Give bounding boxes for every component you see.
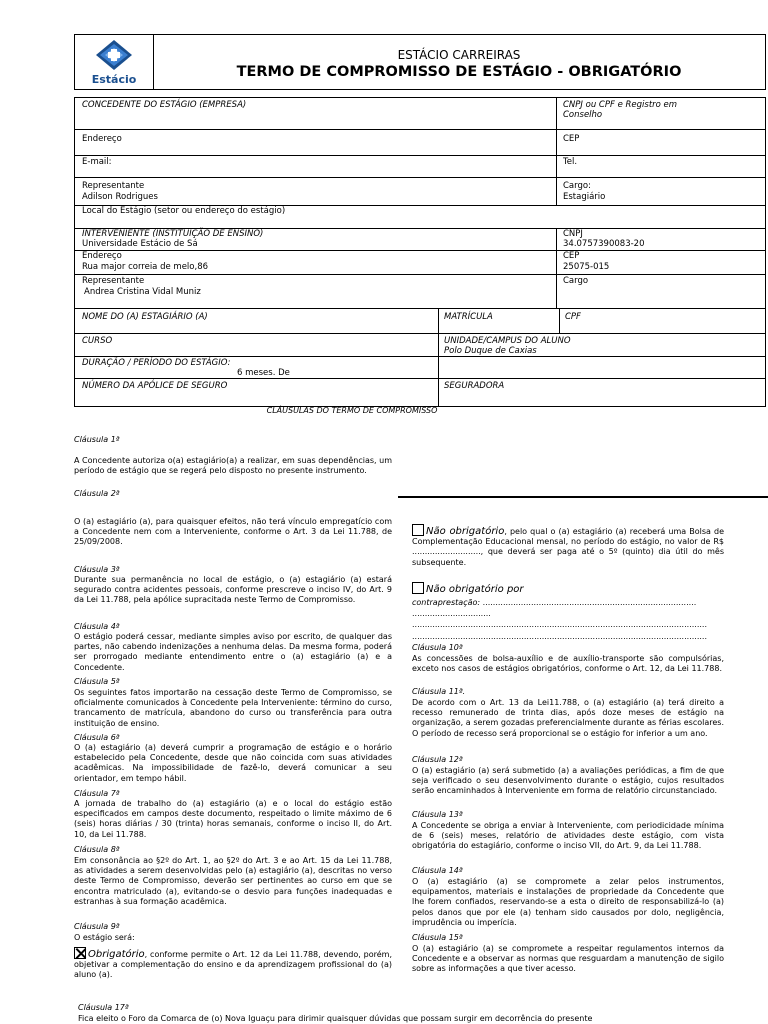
contraprestacao-dots-1: .................................................................................... <box>482 598 697 607</box>
header-subtitle: ESTÁCIO CARREIRAS <box>397 48 521 62</box>
clausula-4-text: O estágio poderá cessar, mediante simples aviso por escrito, de qualquer das partes, não cabendo indenizações a nenhuma delas. Da mesma forma, poderá ser prorrogado mediante entendimento entre o (a) estagiário (a) e a Concedente. <box>74 632 392 672</box>
clausula-17-text: Fica eleito o Foro da Comarca de (o) Nova Iguaçu para dirimir quaisquer dúvidas que possam surgir em decorrência do presente <box>78 1014 593 1023</box>
clausula-15-title: Cláusula 15ª <box>412 933 463 942</box>
email-label: E-mail: <box>82 157 112 167</box>
nao-obrigatorio-checkbox[interactable] <box>412 524 424 536</box>
interveniente-value: Universidade Estácio de Sá <box>82 239 198 249</box>
curso-label: CURSO <box>82 336 113 346</box>
tel-label: Tel. <box>563 157 578 167</box>
clausula-10-title: Cláusula 10ª <box>412 643 463 652</box>
clausula-11-text: De acordo com o Art. 13 da Lei11.788, o (a) estagiário (a) terá direito a recesso remunerado de trinta dias, após doze meses de estágio na organização, a serem gozadas preferencialmente durante as férias escolares. O período de recesso será proporcional se o estágio for inferior a um ano. <box>412 698 724 738</box>
clausula-12-text: O (a) estagiário (a) será submetido (a) a avaliações periódicas, a fim de que seja verificado o seu desenvolvimento durante o estágio, cujos resultados serão encaminhados à Interveniente em forma de relatório circunstanciado. <box>412 766 724 796</box>
representante2-label: Representante <box>82 276 145 286</box>
cnpj-label: CNPJ <box>563 229 583 239</box>
clausula-14-title: Cláusula 14ª <box>412 866 463 875</box>
endereco2-label: Endereço <box>82 251 122 261</box>
cnpj-cpf-label-2: Conselho <box>563 110 603 120</box>
nao-obrigatorio-option <box>412 524 724 568</box>
nao-obrigatorio-label: Não obrigatório <box>426 526 505 537</box>
duracao-value: 6 meses. De <box>237 368 290 378</box>
clausula-5-title: Cláusula 5ª <box>74 677 120 686</box>
clausula-13-text: A Concedente se obriga a enviar à Interveniente, com periodicidade mínima de 6 (seis) meses, relatório de atividades deste estágio, com vista obrigatória do estagiário, conforme o inciso VII, do Art. 9, da Lei 11.788. <box>412 821 724 851</box>
clausula-11-title: Cláusula 11ª. <box>412 687 466 696</box>
cnpj-cpf-label: CNPJ ou CPF e Registro em <box>563 100 678 110</box>
clausula-15-text: O (a) estagiário (a) se compromete a respeitar regulamentos internos da Concedente e a observar as normas que resguardam a manutenção de sigilo sobre as informações a que tiver acesso. <box>412 944 724 974</box>
cep2-value: 25075-015 <box>563 262 610 272</box>
contraprestacao-dots-4: .................................................................................................................... <box>412 632 707 641</box>
clausula-17-title: Cláusula 17ª <box>78 1003 129 1012</box>
column-divider <box>398 496 768 498</box>
apolice-label: NÚMERO DA APÓLICE DE SEGURO <box>82 381 228 391</box>
cep-label: CEP <box>563 134 580 144</box>
clausula-8-title: Cláusula 8ª <box>74 845 120 854</box>
clausulas-title: CLÁUSULAS DO TERMO DE COMPROMISSO <box>266 406 438 415</box>
cep2-label: CEP <box>563 251 580 261</box>
obrigatorio-text: , conforme permite o Art. 12 da Lei 11.788, devendo, porém, objetivar a complementação do ensino e da aprendizagem profissional do (a) aluno (a). <box>74 950 392 980</box>
clausula-9-text: O estágio será: <box>74 933 135 942</box>
contraprestacao-prefix: contraprestação: <box>412 598 481 607</box>
seguradora-label: SEGURADORA <box>444 381 505 391</box>
contraprestacao-line-1 <box>412 598 724 608</box>
clausula-3-text: Durante sua permanência no local de estágio, o (a) estagiário (a) estará segurado contra acidentes pessoais, conforme prescreve o inciso IV, do Art. 9 da Lei 11.788, pela apólice supracitada neste Termo de Compromisso. <box>74 575 392 605</box>
clausula-3-title: Cláusula 3ª <box>74 565 120 574</box>
representante-label: Representante <box>82 181 145 191</box>
clausula-14-text: O (a) estagiário (a) se compromete a zelar pelos instrumentos, equipamentos, materiais e instalações de propriedade da Concedente que lhe forem confiados, reservando-se a esta o direito de responsabilizá-lo (a) pelos danos que por ele (a) tenham sido causados por dolo, negligência, imprudência ou imperícia. <box>412 877 724 927</box>
estacio-logo-icon <box>94 39 134 73</box>
clausula-4-title: Cláusula 4ª <box>74 622 120 631</box>
cpf-label: CPF <box>565 312 581 322</box>
clausula-6-text: O (a) estagiário (a) deverá cumprir a programação de estágio e o horário estabelecido pela Concedente, desde que não coincida com suas atividades acadêmicas. Na impossibilidade de fazê-lo, deverá comunicar a seu orientador, em tempo hábil. <box>74 743 392 783</box>
obrigatorio-label: Obrigatório <box>88 949 145 960</box>
document-header <box>74 34 766 90</box>
local-estagio-label: Local do Estágio (setor ou endereço do estágio) <box>82 206 286 216</box>
representante-value: Adilson Rodrigues <box>82 192 158 202</box>
clausula-13-title: Cláusula 13ª <box>412 810 463 819</box>
contraprestacao-checkbox[interactable] <box>412 582 424 594</box>
contraprestacao-dots-3: .................................................................................................................... <box>412 620 707 629</box>
page-title: TERMO DE COMPROMISSO DE ESTÁGIO - OBRIGATÓRIO <box>236 64 682 80</box>
unidade-label: UNIDADE/CAMPUS DO ALUNO <box>444 336 571 346</box>
logo-text: Estácio <box>91 73 137 86</box>
clausula-9-title: Cláusula 9ª <box>74 922 120 931</box>
clausula-1-title: Cláusula 1ª <box>74 435 120 444</box>
clausula-10-text: As concessões de bolsa-auxílio e de auxílio-transporte são compulsórias, exceto nos casos de estágios obrigatórios, conforme o Art. 12, da Lei 11.788. <box>412 654 724 674</box>
clausula-7-text: A jornada de trabalho do (a) estagiário (a) e o local do estágio estão especificados em campos deste documento, respeitado o limite máximo de 6 (seis) horas diárias / 30 (trinta) horas semanais, conforme o inciso II, do Art. 10, da Lei 11.788. <box>74 799 392 839</box>
matricula-label: MATRÍCULA <box>444 312 493 322</box>
clausula-12-title: Cláusula 12ª <box>412 755 463 764</box>
obrigatorio-checkbox[interactable] <box>74 947 86 959</box>
clausula-8-text: Em consonância ao §2º do Art. 1, ao §2º do Art. 3 e ao Art. 15 da Lei 11.788, as atividades a serem desenvolvidas pelo (a) estagiário (a), descritas no verso deste Termo de Compromisso, deverão ser pertinentes ao curso em que se encontra matriculado (a), evitando-se o desvio para funções inadequadas e estranhas à sua formação acadêmica. <box>74 856 392 906</box>
form-table <box>74 97 766 407</box>
nao-obrigatorio-text: , pelo qual o (a) estagiário (a) receberá uma Bolsa de Complementação Educacional mensal, no período do estágio, no valor de R$ ..........................., que deverá ser paga até o 5º (quinto) dia útil do mês subsequente. <box>412 527 724 567</box>
clausula-1-text: A Concedente autoriza o(a) estagiário(a) a realizar, em suas dependências, um período de estágio que se regerá pelo disposto no presente instrumento. <box>74 456 392 476</box>
concedente-label: CONCEDENTE DO ESTÁGIO (EMPRESA) <box>82 100 247 110</box>
cargo-value: Estagiário <box>563 192 606 202</box>
clausula-7-title: Cláusula 7ª <box>74 789 120 798</box>
duracao-label: DURAÇÃO / PERÍODO DO ESTÁGIO: <box>82 358 231 368</box>
clausula-5-text: Os seguintes fatos importarão na cessação deste Termo de Compromisso, se oficialmente comunicados à Concedente pela Interveniente: término do curso, trancamento de matrícula, abandono do curso ou transferência para outra instituição de ensino. <box>74 688 392 728</box>
unidade-value: Polo Duque de Caxias <box>444 346 537 356</box>
clausula-2-text: O (a) estagiário (a), para quaisquer efeitos, não terá vínculo empregatício com a Concedente nem com a Interveniente, conforme o Art. 3 da Lei 11.788, de 25/09/2008. <box>74 517 392 547</box>
clausula-2-title: Cláusula 2ª <box>74 489 120 498</box>
cnpj-value: 34.0757390083-20 <box>563 239 645 249</box>
endereco2-value: Rua major correia de melo,86 <box>82 262 209 272</box>
clausula-9-option <box>74 947 392 981</box>
cargo2-label: Cargo <box>563 276 589 286</box>
interveniente-label: INTERVENIENTE (INSTITUIÇÃO DE ENSINO) <box>82 229 264 239</box>
clausula-6-title: Cláusula 6ª <box>74 733 120 742</box>
cargo-label: Cargo: <box>563 181 591 191</box>
nome-estagiario-label: NOME DO (A) ESTAGIÁRIO (A) <box>82 312 208 322</box>
representante2-value: Andrea Cristina Vidal Muniz <box>84 287 201 297</box>
contraprestacao-option <box>412 582 724 595</box>
endereco-label: Endereço <box>82 134 122 144</box>
contraprestacao-label: Não obrigatório por <box>426 584 524 595</box>
contraprestacao-dots-2: ............................... <box>412 609 491 618</box>
logo-cell <box>75 35 154 89</box>
